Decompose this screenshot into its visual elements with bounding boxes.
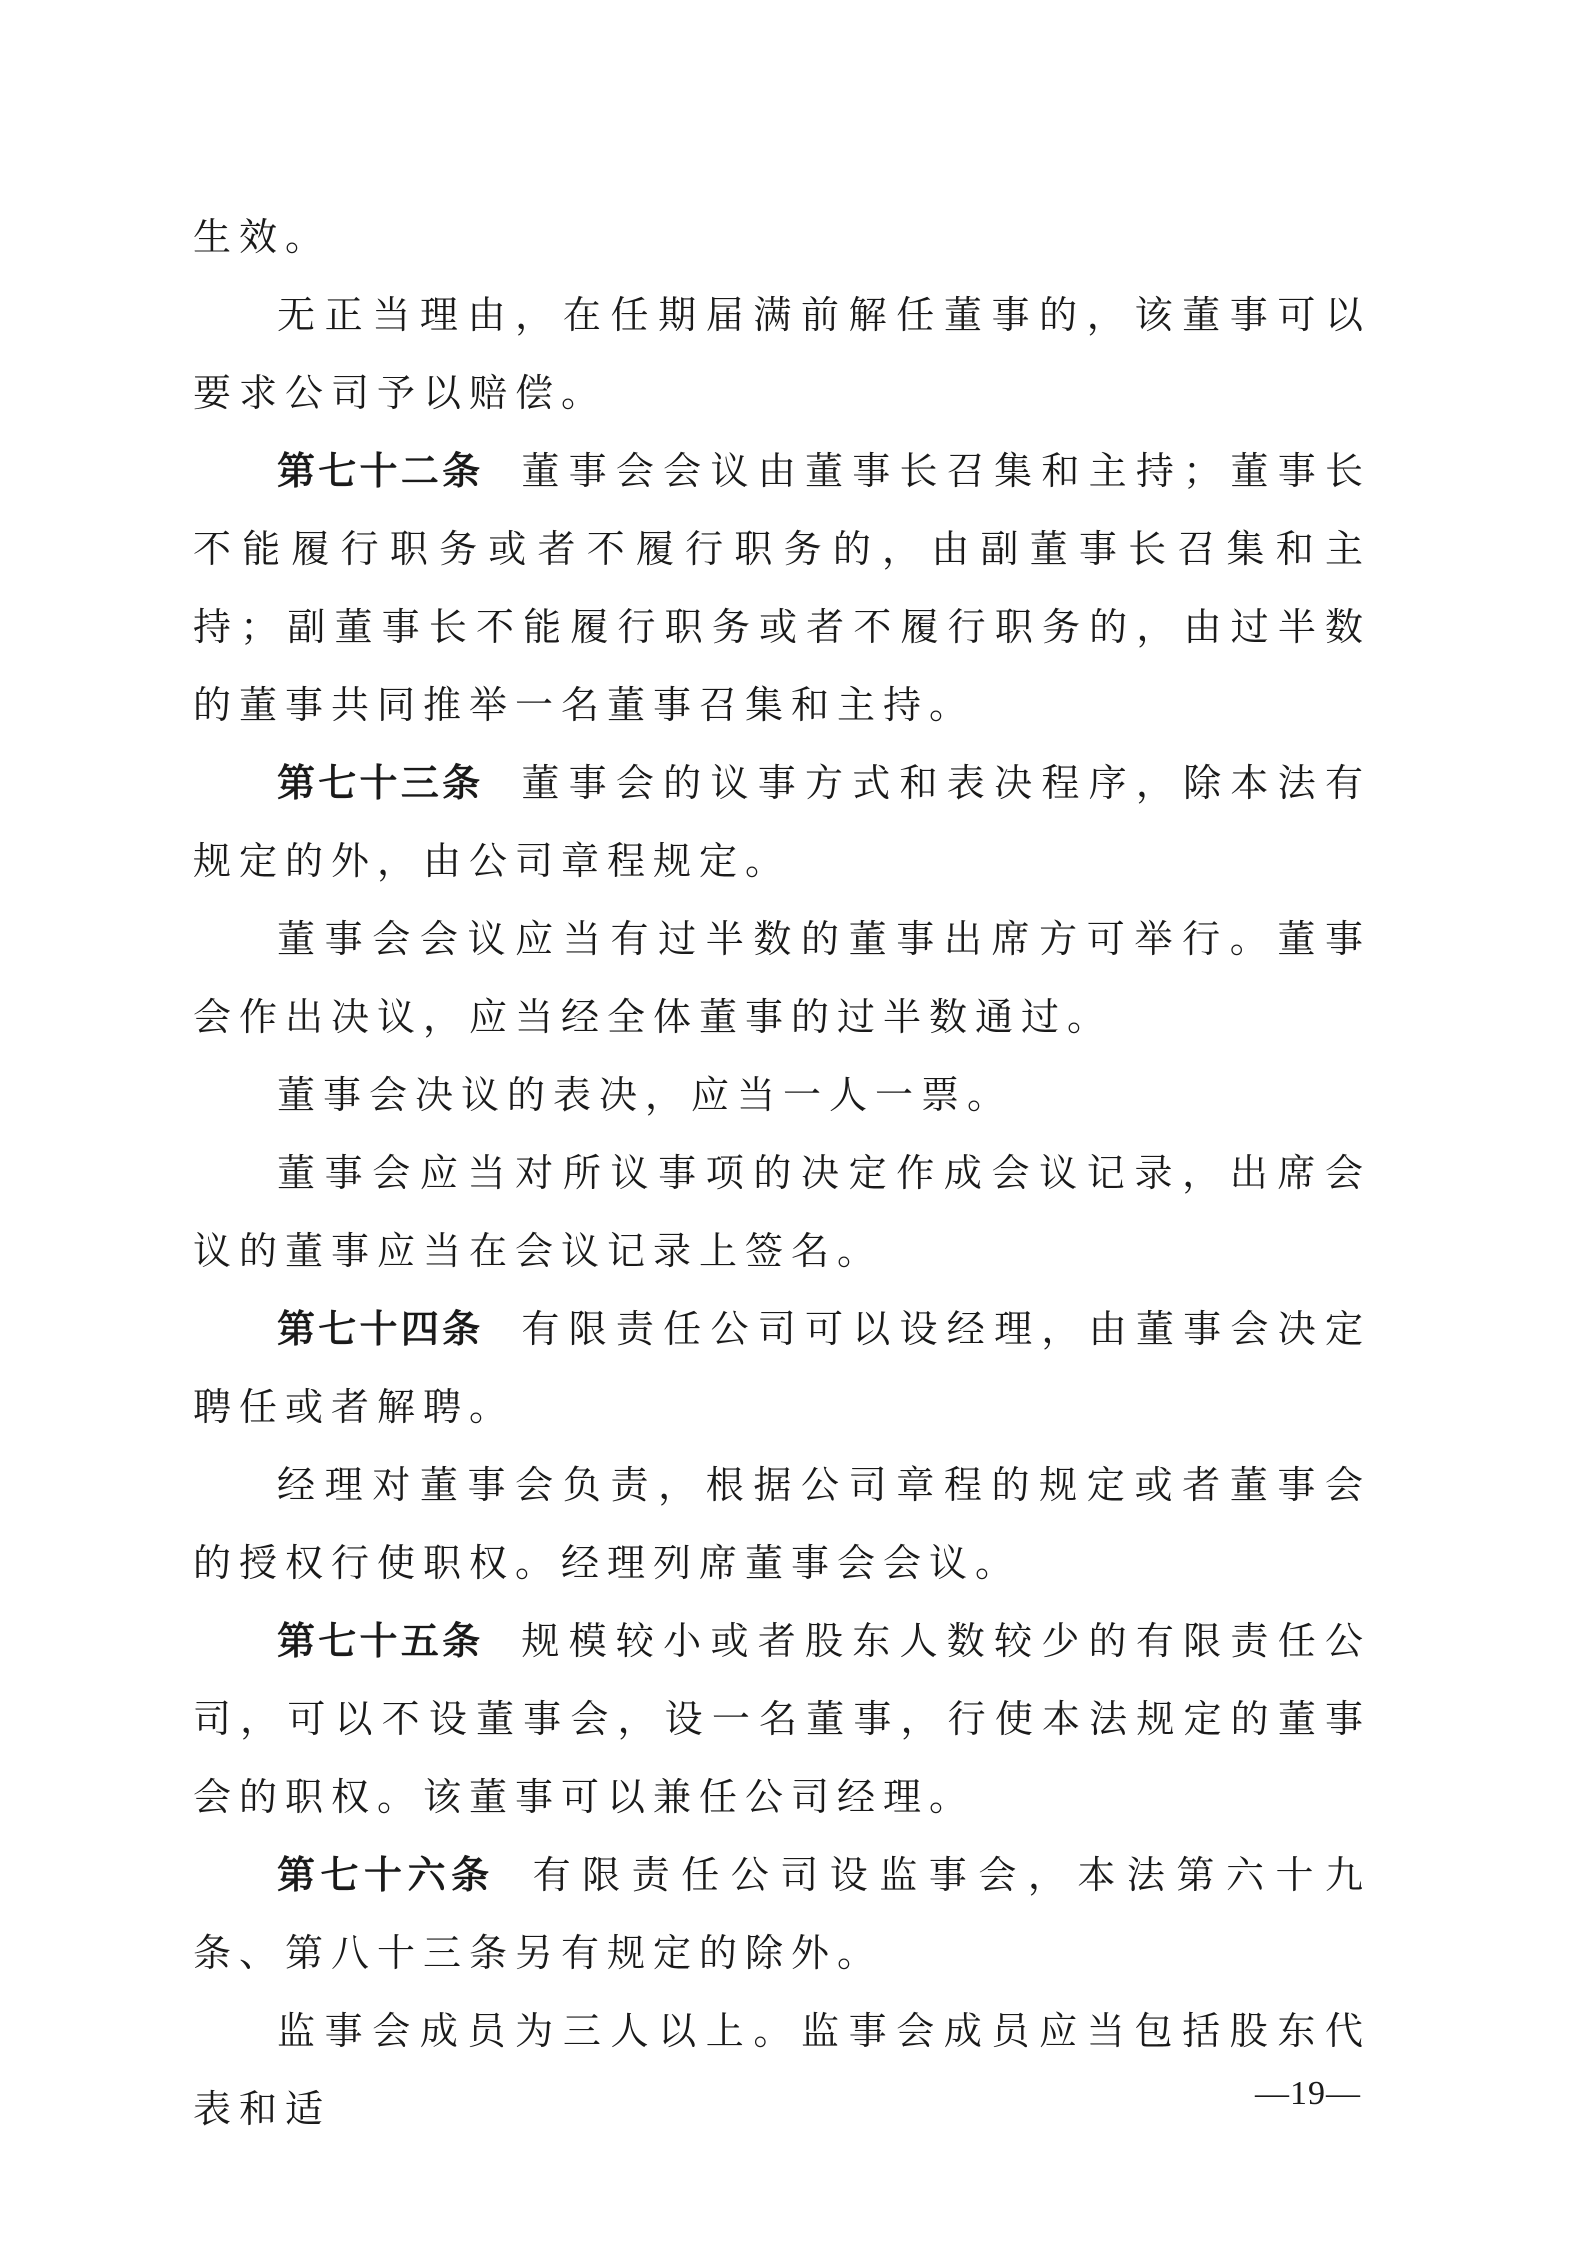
paragraph-text: 董事会应当对所议事项的决定作成会议记录，出席会议的董事应当在会议记录上签名。 [193,1151,1371,1273]
article-paragraph [193,744,1371,900]
article-number: 第七十六条 [277,1853,495,1897]
article-paragraph [193,1290,1371,1446]
paragraph-text: 董事会的议事方式和表决程序，除本法有规定的外，由公司章程规定。 [193,761,1371,883]
paragraph [193,198,1371,276]
document-body [193,198,1371,2148]
article-number: 第七十四条 [277,1307,484,1351]
paragraph-text: 董事会会议应当有过半数的董事出席方可举行。董事会作出决议，应当经全体董事的过半数通过。 [193,917,1371,1039]
paragraph-text: 有限责任公司设监事会，本法第六十九条、第八十三条另有规定的除外。 [193,1853,1371,1975]
paragraph-text: 生效。 [193,215,332,259]
paragraph-text: 监事会成员为三人以上。监事会成员应当包括股东代表和适 [193,2009,1371,2131]
page-number: —19— [1255,2075,1361,2112]
paragraph [193,900,1371,1056]
paragraph-text: 董事会会议由董事长召集和主持；董事长不能履行职务或者不履行职务的，由副董事长召集和主持；副董事长不能履行职务或者不履行职务的，由过半数的董事共同推举一名董事召集和主持。 [193,449,1371,727]
article-paragraph [193,1836,1371,1992]
paragraph [193,1992,1371,2148]
paragraph-text: 经理对董事会负责，根据公司章程的规定或者董事会的授权行使职权。经理列席董事会会议。 [193,1463,1371,1585]
paragraph-text: 董事会决议的表决，应当一人一票。 [277,1073,1014,1117]
paragraph [193,276,1371,432]
paragraph [193,1446,1371,1602]
article-paragraph [193,1602,1371,1836]
paragraph [193,1134,1371,1290]
paragraph [193,1056,1371,1134]
paragraph-text: 无正当理由，在任期届满前解任董事的，该董事可以要求公司予以赔偿。 [193,293,1371,415]
paragraph-text: 有限责任公司可以设经理，由董事会决定聘任或者解聘。 [193,1307,1371,1429]
article-number: 第七十三条 [277,761,484,805]
paragraph-text: 规模较小或者股东人数较少的有限责任公司，可以不设董事会，设一名董事，行使本法规定的董事会的职权。该董事可以兼任公司经理。 [193,1619,1371,1819]
article-number: 第七十五条 [277,1619,484,1663]
article-number: 第七十二条 [277,449,484,493]
article-paragraph [193,432,1371,744]
